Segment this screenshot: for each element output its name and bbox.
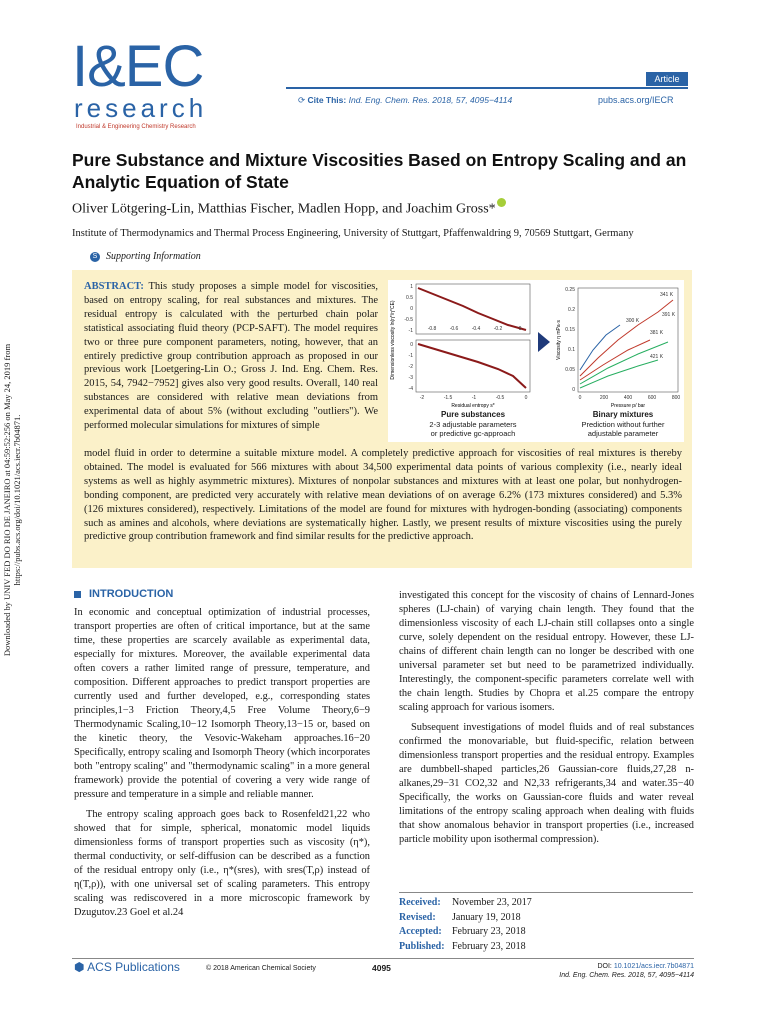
- journal-logo: I&EC: [72, 34, 204, 99]
- tick-label: 0: [524, 395, 528, 401]
- supporting-info-label: Supporting Information: [106, 251, 201, 262]
- tick-label: -2: [408, 364, 413, 370]
- tick-label: -4: [408, 386, 413, 392]
- tick-label: 0: [578, 395, 582, 401]
- abstract-part-2: model fluid in order to determine a suitable mixture model. A completely predictive approach for viscosities of real mixtures is thereby obtained. The model is evaluated for 566 mixtures with about 34,500 experimental data points of various complexity (i.e., nearly ideal systems as well as highly asymmetric mixtures). Mixtures of nonpolar substances and mixtures with at least one polar, but nonhydrogen-bonding component, are predicted very accurately with relative mean deviations of on average 6.2% (173 mixtures considered) and 5.3% (126 mixtures considered), respectively. Limitations of the model are found for mixtures with hydrogen-bonding (associating) components such as amines and alcohols, where deviations are systematically higher. Lastly, we present results of mixture viscosities using the purely predictive group contribution framework and find similar results for the predictive approach.: [84, 448, 682, 543]
- tick-label: 300 K: [626, 318, 640, 324]
- intro-paragraph-1: In economic and conceptual optimization of industrial processes, transport properties are often of critical importance, but at the same time, these properties are scarcely available as experimental data, especially for mixtures. Moreover, the available experimental data often covers a rather limited range of pressure, temperature, and composition. Different approaches to predict transport properties are currently used and further developed, e.g., corresponding states principles,1−3 Friction Theory,4,5 Free Volume Theory,6−9 Thermodynamic Scaling,10−12 Isomorph Theory,13−15 or, based on the kinetic theory, the Vesovic-Wakeham approaches.16−20 Specifically, entropy scaling and Isomorph Theory (which incorporates both "entropy scaling" and "thermodynamic scaling" in a more general framework) provide the potential of covering a very wide range of pressure and temperature in a simple and reliable manner.: [74, 607, 370, 800]
- tick-label: 600: [647, 395, 657, 401]
- journal-logo-research: research: [74, 93, 208, 123]
- tick-label: 381 K: [650, 330, 664, 336]
- doi-label: DOI:: [597, 963, 612, 970]
- tick-label: 1: [410, 284, 413, 290]
- right-y-axis-label: Viscosity η mPa·s: [556, 320, 562, 360]
- journal-logo-subtitle: Industrial & Engineering Chemistry Research: [76, 124, 196, 130]
- cite-value: Ind. Eng. Chem. Res. 2018, 57, 4095−4114: [348, 95, 513, 105]
- article-title: Pure Substance and Mixture Viscosities Based on Entropy Scaling and an Analytic Equation of State: [72, 150, 687, 192]
- caption-binary-mixtures: [558, 410, 688, 439]
- intro-paragraph-2: The entropy scaling approach goes back to Rosenfeld21,22 who showed that for simple, spherical, monatomic model liquids dimensionless forms of transport properties such as viscosity (η*), thermal conductivity, or self-diffusion can be described as a function of the residual entropy only (i.e., η*(sres), with sres(T,ρ) instead of η(T,ρ)), with one universal set of scaling parameters. This entropy scaling was rediscovered in a more microscopic framework by Dzugutov.23 Goel et al.24: [74, 809, 370, 918]
- tick-label: 0: [518, 326, 522, 332]
- supporting-info-link[interactable]: [90, 251, 201, 262]
- tick-label: -0.4: [471, 326, 481, 332]
- tick-label: -3: [408, 375, 413, 381]
- tick-label: -0.5: [495, 395, 505, 401]
- tick-label: -0.5: [404, 317, 413, 323]
- tick-label: -0.6: [449, 326, 459, 332]
- tick-label: 391 K: [662, 312, 676, 318]
- caption-left-title: Pure substances: [440, 410, 506, 419]
- tick-label: 0: [410, 306, 413, 312]
- cite-this[interactable]: [298, 95, 512, 106]
- tick-label: -1: [408, 328, 413, 334]
- footer-citation: Ind. Eng. Chem. Res. 2018, 57, 4095−4114: [559, 972, 694, 979]
- footer-rule: [72, 958, 694, 959]
- affiliation: Institute of Thermodynamics and Thermal Process Engineering, University of Stuttgart, Pfaffenwaldring 9, 70569 Stuttgart, Germany: [72, 228, 634, 239]
- abstract-part-1: [84, 280, 378, 433]
- author-names: Oliver Lötgering-Lin, Matthias Fischer, Madlen Hopp, and Joachim Gross*: [72, 201, 496, 217]
- date-received: Received: November 23, 2017: [399, 897, 532, 908]
- publisher-logo[interactable]: [74, 960, 180, 974]
- tick-label: 0: [572, 387, 575, 393]
- tick-label: 421 K: [650, 354, 664, 360]
- refresh-icon: ⟳: [298, 95, 306, 105]
- tick-label: 400: [623, 395, 633, 401]
- tick-label: -1.5: [443, 395, 453, 401]
- date-published: Published: February 23, 2018: [399, 940, 526, 952]
- publication-dates: [399, 892, 693, 954]
- tick-label: -0.8: [427, 326, 437, 332]
- header-rule: [286, 87, 688, 89]
- caption-left-line2: or predictive gc-approach: [430, 429, 516, 438]
- intro-paragraph-3: investigated this concept for the viscosity of chains of Lennard-Jones spheres (LJ-chain) of varying chain length. They found that the dimensionless viscosity of each LJ-chain still collapses onto a single curve, solely dependent on the residual entropy. However, these LJ-chains of different chain length can no longer be described with one universal parameter set but need to be parametrized individually. Interestingly, the component-specific parameters correlate well with the chain length. Studies by Chopra et al.25 compare the entropy scaling approach for various isomers.: [399, 590, 694, 713]
- date-accepted: Accepted: February 23, 2018: [399, 926, 526, 937]
- caption-pure-substances: [398, 410, 548, 439]
- tick-label: 800: [671, 395, 681, 401]
- orcid-icon[interactable]: [497, 198, 506, 207]
- left-column: [74, 606, 370, 926]
- tick-label: -0.2: [493, 326, 503, 332]
- toc-graphic: [388, 280, 684, 442]
- tick-label: -1: [408, 353, 413, 359]
- tick-label: -2: [419, 395, 425, 401]
- tick-label: 0.25: [565, 287, 575, 293]
- tick-label: 0.15: [565, 327, 575, 333]
- doi-block: [500, 962, 694, 980]
- cite-label: Cite This:: [307, 95, 347, 105]
- publisher-name: ACS Publications: [87, 960, 180, 974]
- tick-label: 0.5: [406, 295, 413, 301]
- section-marker-icon: [74, 591, 81, 598]
- abstract-text-1: This study proposes a simple model for viscosities, based on entropy scaling, for real substances and mixtures. The residual entropy is calculated with the perturbed chain polar statistical associating fluid theory (PCP-SAFT). The model requires two or three pure component parameters, noting, however, that an entirely predictive group contribution approach as proposed in our previous work [Loetgering-Lin O.; Gross J. Ind. Eng. Chem. Res. 2015, 54, 7942−7952] gives also very good results. Overall, 140 real substances are considered with relative mean deviations from experimental data of about 5% (without excluding "outliers"). We performed molecular simulations for mixtures of simple: [84, 281, 378, 432]
- acs-hexagon-icon: ⬢: [74, 960, 85, 974]
- caption-right-line2: adjustable parameter: [587, 429, 659, 438]
- left-y-axis-label: Dimensionless viscosity ln(η*/η*CE): [390, 300, 396, 380]
- doi-link[interactable]: 10.1021/acs.iecr.7b04871: [613, 963, 694, 970]
- right-x-axis-label: Pressure p/ bar: [610, 403, 646, 409]
- tick-label: -1: [471, 395, 477, 401]
- intro-paragraph-4: Subsequent investigations of model fluids and of real substances confirmed the monovariable, but fluid-specific, relation between dimensionless transport properties and the residual entropy. Examples are dumbbell-shaped particles,26 Gaussian-core fluids,27,28 n-alkanes,29−31 CO2,32 and N2,33 refrigerants,34 and water.35−40 Specifically, the works on Gaussian-core fluids and water reveal limitations of the entropy scaling approach when dealing with fluids that show anomalous behavior in transport properties (i.e., increased particle mobility upon isothermal compression).: [399, 722, 694, 845]
- section-heading-text: INTRODUCTION: [89, 588, 174, 600]
- tick-label: 200: [599, 395, 609, 401]
- tick-label: 0.2: [568, 307, 575, 313]
- author-list: [72, 198, 506, 218]
- tick-label: 0.1: [568, 347, 575, 353]
- tick-label: 0: [410, 342, 413, 348]
- tick-label: 341 K: [660, 292, 674, 298]
- journal-url-link[interactable]: pubs.acs.org/IECR: [598, 95, 674, 105]
- date-revised: Revised: January 19, 2018: [399, 911, 521, 923]
- page-number: 4095: [372, 963, 391, 973]
- caption-right-line1: Prediction without further: [581, 419, 665, 429]
- supporting-info-icon: S: [90, 252, 100, 262]
- download-side-note: Downloaded by UNIV FED DO RIO DE JANEIRO at 04:59:52:256 on May 24, 2019 from https://pubs.acs.org/doi/10.1021/acs.iecr.7b04871.: [2, 343, 22, 657]
- caption-right-title: Binary mixtures: [592, 410, 654, 419]
- abstract-label: ABSTRACT:: [84, 281, 144, 292]
- caption-left-line1: 2-3 adjustable parameters: [429, 419, 517, 429]
- right-column: [399, 589, 694, 853]
- article-type-badge: Article: [646, 72, 688, 86]
- left-x-axis-label: Residual entropy s*: [451, 403, 495, 409]
- tick-label: 0.05: [565, 367, 575, 373]
- section-heading-introduction: [74, 588, 173, 600]
- copyright-notice: © 2018 American Chemical Society: [206, 965, 316, 972]
